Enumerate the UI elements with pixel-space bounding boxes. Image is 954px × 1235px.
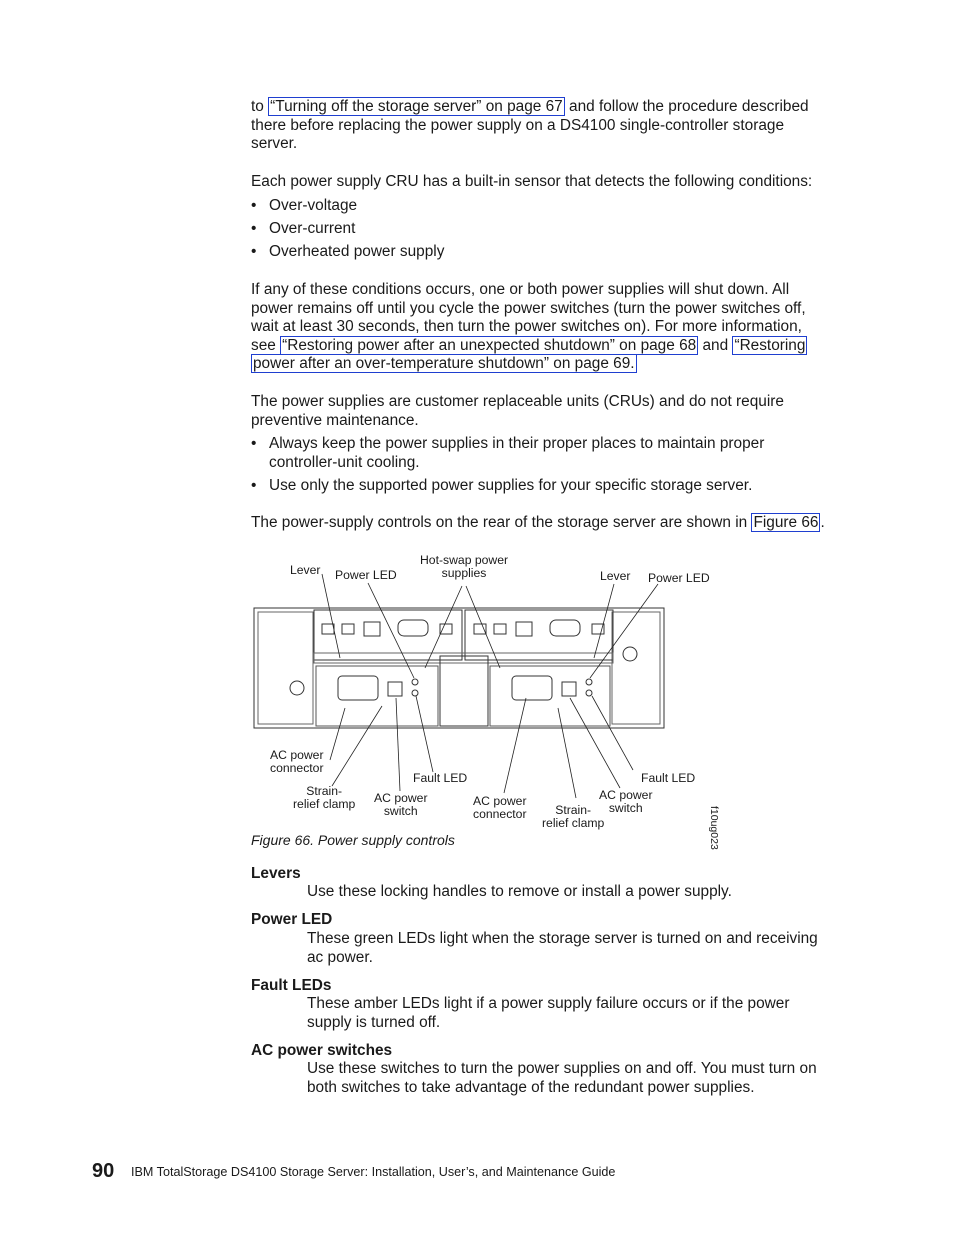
cru-paragraph: The power supplies are customer replaceable units (CRUs) and do not require preventive maintenance. <box>251 393 784 429</box>
intro-line2: there before replacing the power supply on a DS4100 single-controller storage <box>251 116 785 134</box>
label-ac-connector-left: AC power connector <box>270 748 324 775</box>
link-restoring-overtemp-cont[interactable]: power after an over-temperature shutdown” on page 69. <box>253 355 635 373</box>
supply-detail <box>322 624 334 634</box>
ac-switch-right <box>562 682 576 696</box>
bullet-icon: • <box>251 220 257 237</box>
link-turning-off[interactable]: “Turning off the storage server” on page 67 <box>270 98 563 115</box>
bullet-icon: • <box>251 477 257 494</box>
def-fault-leds: These amber LEDs light if a power supply failure occurs or if the power supply is turned off. <box>307 995 790 1031</box>
ac-connector-right <box>512 676 552 700</box>
label-ac-connector-right: AC power connector <box>473 794 527 821</box>
intro-rest: and follow the procedure described <box>564 98 809 115</box>
def-power-led: These green LEDs light when the storage server is turned on and receiving ac power. <box>307 930 818 966</box>
link-restoring-unexpected[interactable]: “Restoring power after an unexpected shutdown” on page 68 <box>282 336 697 354</box>
link-figure-66[interactable]: Figure 66 <box>753 514 819 531</box>
controls-paragraph: The power-supply controls on the rear of the storage server are shown in Figure 66 . <box>251 514 825 531</box>
label-lever-left: Lever <box>290 563 321 577</box>
supply-detail <box>342 624 354 634</box>
ac-connector-left <box>338 676 378 700</box>
term-fault-leds: Fault LEDs <box>251 977 332 994</box>
label-strain-left: Strain- relief clamp <box>293 784 356 811</box>
supply-port <box>550 620 580 636</box>
bullet-icon: • <box>251 435 257 452</box>
label-power-led-left: Power LED <box>335 568 397 582</box>
left-lower-bay <box>316 666 438 726</box>
def-levers: Use these locking handles to remove or install a power supply. <box>307 883 732 900</box>
label-power-led-right: Power LED <box>648 571 710 585</box>
figure-caption: Figure 66. Power supply controls <box>251 832 455 848</box>
intro-line3: server. <box>251 135 298 153</box>
bullet-icon: • <box>251 243 257 260</box>
supply-rail <box>314 653 613 663</box>
shutdown-paragraph: If any of these conditions occurs, one or both power supplies will shut down. All power remains off until you cycle the power switches (turn the power switches off, wait at least 30 seconds, then turn the power switches on). For more information, see “Restoring power after an unexpected shutdown” on page 68 and “Restoring power after an over-temperature shutdown” on page 69. <box>251 281 806 373</box>
ac-switch-left <box>388 682 402 696</box>
bullet-icon: • <box>251 197 257 214</box>
supply-detail <box>440 624 452 634</box>
intro-prefix: to <box>251 98 269 115</box>
figure-id: f10ug023 <box>708 806 720 850</box>
def-ac-power-switches: Use these switches to turn the power supplies on and off. You must turn on both switches to take advantage of the redundant power supplies. <box>307 1060 817 1096</box>
label-strain-right: Strain- relief clamp <box>542 803 605 830</box>
power-led-left <box>412 679 418 685</box>
chassis-knob <box>623 647 637 661</box>
fault-led-right <box>586 690 592 696</box>
term-levers: Levers <box>251 865 301 882</box>
term-power-led: Power LED <box>251 911 333 928</box>
label-ac-switch-right: AC power switch <box>599 788 653 815</box>
page-number: 90 <box>92 1160 115 1182</box>
fault-led-left <box>412 690 418 696</box>
chassis-left-panel <box>258 612 313 724</box>
chassis-knob <box>290 681 304 695</box>
chassis-right-panel <box>612 612 660 724</box>
intro-paragraph <box>251 98 841 154</box>
label-fault-led-left: Fault LED <box>413 771 468 785</box>
footer-title: IBM TotalStorage DS4100 Storage Server: Installation, User’s, and Maintenance Guide <box>131 1165 616 1179</box>
label-fault-led-right: Fault LED <box>641 771 696 785</box>
link-restoring-overtemp[interactable]: “Restoring <box>734 336 806 354</box>
supply-port <box>398 620 428 636</box>
label-lever-right: Lever <box>600 569 631 583</box>
label-hotswap: Hot-swap power supplies <box>420 553 509 580</box>
supply-detail <box>494 624 506 634</box>
term-ac-power-switches: AC power switches <box>251 1042 393 1059</box>
supply-detail <box>516 622 532 636</box>
sensor-paragraph: Each power supply CRU has a built-in sensor that detects the following conditions: <box>251 173 813 190</box>
label-ac-switch-left: AC power switch <box>374 791 428 818</box>
power-led-right <box>586 679 592 685</box>
center-module <box>440 656 488 726</box>
supply-detail <box>364 622 380 636</box>
